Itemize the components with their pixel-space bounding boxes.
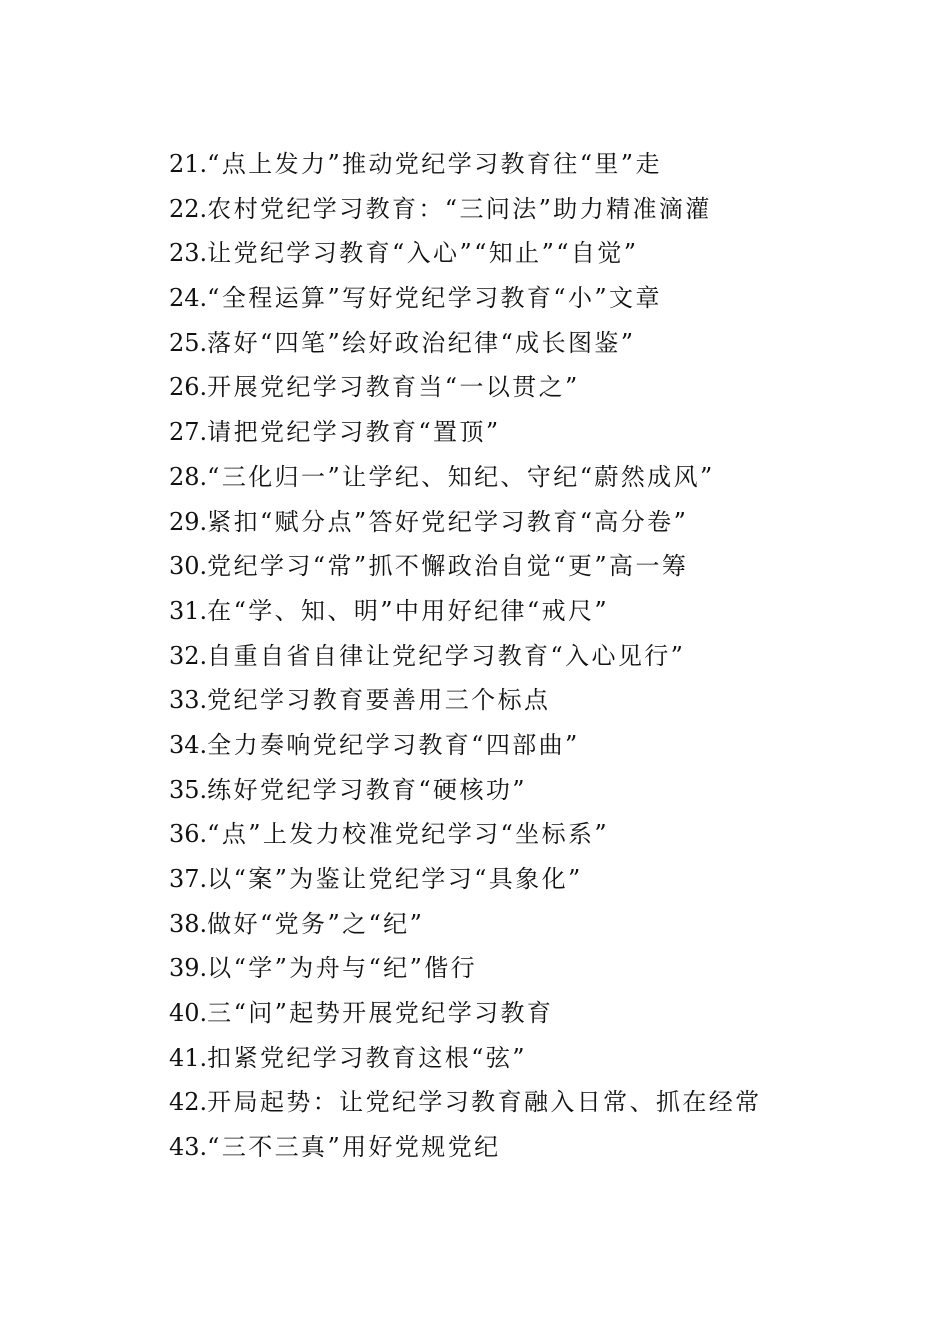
item-number: 28. <box>169 462 208 491</box>
list-item <box>169 500 889 545</box>
item-text: 自重自省自律让党纪学习教育“入心见行” <box>207 641 686 670</box>
list-item <box>169 857 889 902</box>
item-text: 以“学”为舟与“纪”偕行 <box>207 954 478 983</box>
list-item <box>169 634 889 679</box>
item-number: 36. <box>169 820 208 849</box>
item-number: 34. <box>169 730 208 759</box>
item-text: “全程运算”写好党纪学习教育“小”文章 <box>207 284 662 313</box>
item-number: 30. <box>169 552 208 581</box>
list-item <box>169 1125 889 1170</box>
item-number: 41. <box>169 1043 208 1072</box>
list-item <box>169 276 889 321</box>
item-number: 37. <box>169 865 208 893</box>
item-number: 26. <box>169 373 208 402</box>
item-text: 让党纪学习教育“入心”“知止”“自觉” <box>207 239 639 268</box>
item-number: 25. <box>169 328 208 357</box>
list-item <box>169 544 889 589</box>
item-text: 在“学、知、明”中用好纪律“戒尺” <box>207 596 610 625</box>
item-text: 以“案”为鉴让党纪学习“具象化” <box>207 865 583 893</box>
item-text: 紧扣“赋分点”答好党纪学习教育“高分卷” <box>207 507 689 536</box>
item-text: 扣紧党纪学习教育这根“弦” <box>207 1043 527 1072</box>
list-item <box>169 812 889 857</box>
item-text: 练好党纪学习教育“硬核功” <box>207 775 527 804</box>
list-item <box>169 991 889 1036</box>
item-text: “三化归一”让学纪、知纪、守纪“蔚然成风” <box>207 462 715 491</box>
list-item <box>169 455 889 500</box>
item-text: 党纪学习教育要善用三个标点 <box>207 686 551 715</box>
list-item <box>169 187 889 232</box>
item-text: 农村党纪学习教育：“三问法”助力精准滴灌 <box>207 194 712 223</box>
title-list <box>169 142 889 1170</box>
item-text: 落好“四笔”绘好政治纪律“成长图鉴” <box>207 328 636 357</box>
item-text: 做好“党务”之“纪” <box>207 909 425 938</box>
item-number: 23. <box>169 239 208 268</box>
item-text: 党纪学习“常”抓不懈政治自觉“更”高一筹 <box>207 552 689 581</box>
item-text: “点上发力”推动党纪学习教育往“里”走 <box>207 150 662 178</box>
item-number: 39. <box>169 954 208 983</box>
item-number: 33. <box>169 686 208 715</box>
list-item <box>169 321 889 366</box>
item-number: 22. <box>169 194 208 223</box>
item-text: “三不三真”用好党规党纪 <box>207 1133 501 1162</box>
item-text: 全力奏响党纪学习教育“四部曲” <box>207 730 580 759</box>
item-number: 35. <box>169 775 208 804</box>
item-number: 32. <box>169 641 208 670</box>
item-text: 开展党纪学习教育当“一以贯之” <box>207 373 580 402</box>
list-item <box>169 365 889 410</box>
item-text: 三“问”起势开展党纪学习教育 <box>207 999 554 1028</box>
item-number: 21. <box>169 150 208 178</box>
list-item <box>169 768 889 813</box>
list-item <box>169 678 889 723</box>
list-item <box>169 723 889 768</box>
item-text: 开局起势：让党纪学习教育融入日常、抓在经常 <box>207 1088 762 1117</box>
list-item <box>169 946 889 991</box>
item-number: 40. <box>169 999 208 1028</box>
item-text: 请把党纪学习教育“置顶” <box>207 418 501 447</box>
item-number: 38. <box>169 909 208 938</box>
list-item <box>169 902 889 947</box>
list-item <box>169 142 889 187</box>
item-text: “点”上发力校准党纪学习“坐标系” <box>207 820 610 849</box>
item-number: 24. <box>169 284 208 313</box>
item-number: 42. <box>169 1088 208 1117</box>
list-item <box>169 231 889 276</box>
list-item <box>169 1080 889 1125</box>
item-number: 31. <box>169 596 208 625</box>
item-number: 43. <box>169 1133 208 1162</box>
list-item <box>169 589 889 634</box>
item-number: 29. <box>169 507 208 536</box>
list-item <box>169 1036 889 1081</box>
item-number: 27. <box>169 418 208 447</box>
list-item <box>169 410 889 455</box>
